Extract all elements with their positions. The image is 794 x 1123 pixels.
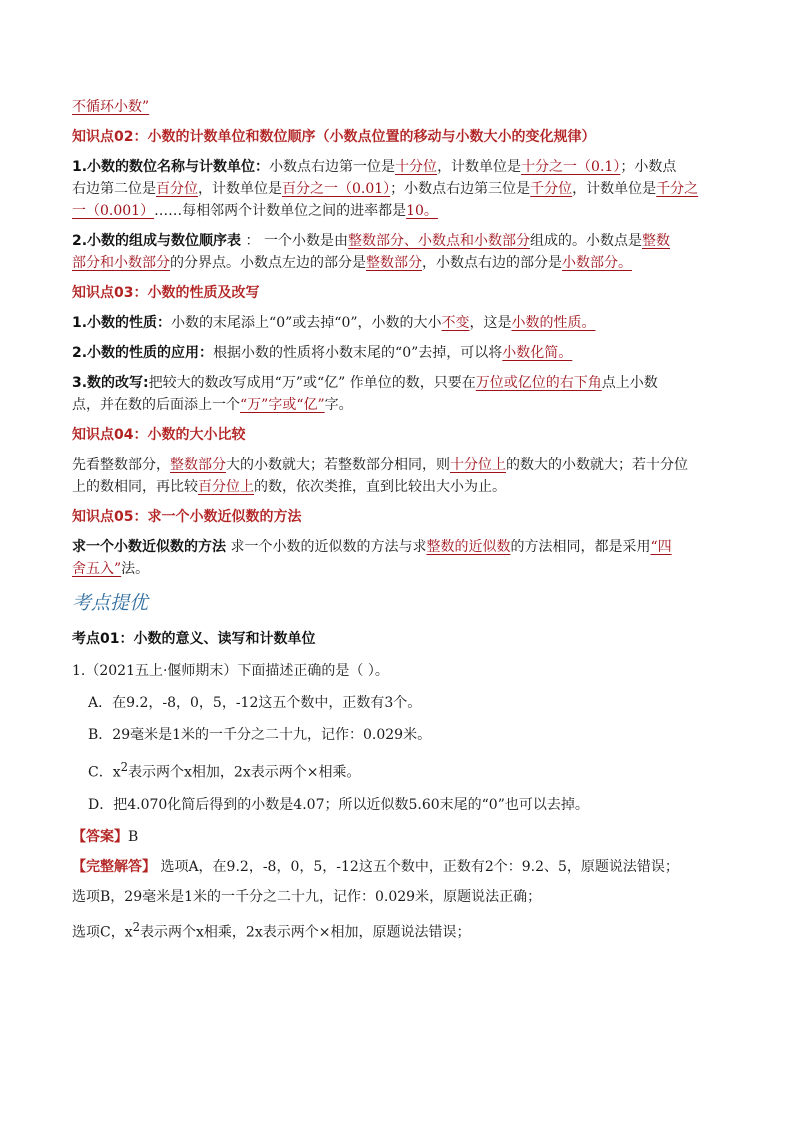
underlined-term: 整数的近似数 <box>426 539 511 555</box>
underlined-term: 小数化简。 <box>502 345 573 361</box>
text: ；小数点 <box>620 159 677 175</box>
underlined-term: 整数部分 <box>170 457 226 473</box>
underlined-term: 百分位上 <box>198 479 254 495</box>
text: 选项A，在9.2，-8，0，5，-12这五个数中，正数有2个：9.2、5，原题说法错误； <box>156 858 679 875</box>
option-a: A．在9.2，-8，0，5，-12这五个数中，正数有3个。 <box>88 695 422 711</box>
text: 字。 <box>324 397 353 413</box>
text: 把较大的数改写成用“万”或“亿” 作单位的数，只要在 <box>148 375 476 391</box>
text: ，计数单位是 <box>572 181 657 197</box>
superscript: 2 <box>120 760 129 774</box>
text: 点，并在数的后面添上一个 <box>72 397 240 413</box>
underlined-term: 部分和小数部分 <box>72 255 170 271</box>
text: 法。 <box>121 561 150 577</box>
paragraph-heading: 求一个小数近似数的方法 <box>72 539 226 555</box>
paragraph-heading: 2.小数的性质的应用： <box>72 345 214 361</box>
exam-point-01-title: 考点01：小数的意义、读写和计数单位 <box>72 631 316 647</box>
underlined-term: 一（0.001） <box>72 203 155 219</box>
text: 大的小数就大；若整数部分相同，则 <box>226 457 450 473</box>
knowledge-point-02-title: 知识点02：小数的计数单位和数位顺序（小数点位置的移动与小数大小的变化规律） <box>72 129 596 145</box>
text: 的数大的小数就大；若十分位 <box>506 457 688 473</box>
underlined-term: 千分位 <box>530 181 573 197</box>
underlined-term: 不循环小数” <box>72 99 150 115</box>
underlined-term: “万”字或“亿” <box>240 397 325 413</box>
underlined-term: 整数 <box>641 233 670 249</box>
underlined-term: 万位或亿位的右下角 <box>475 375 602 391</box>
text: 的数，依次类推，直到比较出大小为止。 <box>254 479 506 495</box>
underlined-term: 10。 <box>406 203 438 219</box>
underlined-term: 十分位 <box>395 159 438 175</box>
underlined-term: 整数部分、小数点和小数部分 <box>347 233 530 249</box>
text: 表示两个x相乘，2x表示两个×相加，原题说法错误； <box>140 924 471 941</box>
option-b: B．29毫米是1米的一千分之二十九，记作：0.029米。 <box>88 727 432 743</box>
solution-line-3 <box>72 916 726 944</box>
solution-line-1 <box>72 856 726 878</box>
text: 求一个小数的近似数的方法与求 <box>226 539 427 555</box>
document-page <box>72 96 726 951</box>
text: ……每相邻两个计数单位之间的进率都是 <box>154 203 407 219</box>
question-stem: 1.（2021五上·偃师期末）下面描述正确的是（ ）。 <box>72 663 389 679</box>
text: C．x <box>88 764 121 781</box>
text: 上的数相同，再比较 <box>72 479 198 495</box>
paragraph-number-rewriting <box>72 372 726 416</box>
underlined-term: 小数部分。 <box>562 255 632 271</box>
option-d: D．把4.070化简后得到的小数是4.07；所以近似数5.60末尾的“0”也可以去掉。 <box>88 796 589 813</box>
underlined-term: 整数部分 <box>366 255 422 271</box>
text: 右边第二位是 <box>72 181 156 197</box>
paragraph-property-application <box>72 342 726 364</box>
underlined-term: 十分位上 <box>450 457 506 473</box>
answer-line <box>72 826 726 848</box>
paragraph-heading: 1.小数的性质： <box>72 315 172 331</box>
knowledge-point-05-title: 知识点05：求一个小数近似数的方法 <box>72 509 302 525</box>
text: ，计数单位是 <box>437 159 522 175</box>
underlined-term: 百分之一（0.01） <box>282 181 391 197</box>
underlined-term: 舍五入” <box>72 561 122 577</box>
paragraph-decimal-comparison <box>72 454 726 498</box>
underlined-term: 十分之一（0.1） <box>521 159 621 175</box>
text: ，小数点右边的部分是 <box>422 255 562 271</box>
text: 的分界点。小数点左边的部分是 <box>170 255 366 271</box>
section-banner-kaodian: 考点提优 <box>72 592 149 614</box>
answer-value: B <box>128 828 139 845</box>
underlined-term: “四 <box>650 539 672 555</box>
option-c <box>72 756 726 784</box>
text: 组成的。小数点是 <box>529 233 642 249</box>
text: 根据小数的性质将小数末尾的“0”去掉，可以将 <box>213 345 503 361</box>
text: 选项C，x <box>72 924 133 941</box>
underlined-term: 不变 <box>441 315 470 331</box>
paragraph-heading: 1.小数的数位名称与计数单位： <box>72 159 270 175</box>
text: 表示两个x相加，2x表示两个×相乘。 <box>128 764 361 781</box>
continuation-line <box>72 96 726 118</box>
superscript: 2 <box>132 919 141 934</box>
knowledge-point-03-title: 知识点03：小数的性质及改写 <box>72 285 260 301</box>
paragraph-heading: 3.数的改写: <box>72 375 149 391</box>
text: 先看整数部分， <box>72 457 170 473</box>
text: ，计数单位是 <box>198 181 282 197</box>
text: 小数的末尾添上“0”或去掉“0”，小数的大小 <box>171 315 442 331</box>
underlined-term: 百分位 <box>156 181 198 197</box>
solution-line-2: 选项B，29毫米是1米的一千分之二十九，记作：0.029米，原题说法正确； <box>72 888 542 905</box>
text: 小数点右边第一位是 <box>269 159 396 175</box>
paragraph-decimal-composition <box>72 230 726 274</box>
knowledge-point-04-title: 知识点04：小数的大小比较 <box>72 427 246 443</box>
text: 点上小数 <box>601 375 658 391</box>
paragraph-approximation-method <box>72 536 726 580</box>
text: ，这是 <box>469 315 512 331</box>
solution-label: 【完整解答】 <box>72 858 156 875</box>
text: ；小数点右边第三位是 <box>390 181 531 197</box>
underlined-term: 千分之 <box>656 181 699 197</box>
paragraph-decimal-property <box>72 312 726 334</box>
answer-label: 【答案】 <box>72 828 128 845</box>
paragraph-heading: 2.小数的组成与数位顺序表 <box>72 233 242 249</box>
text: ： 一个小数是由 <box>241 233 348 249</box>
underlined-term: 小数的性质。 <box>511 315 596 331</box>
paragraph-decimal-place-names <box>72 156 726 222</box>
text: 的方法相同，都是采用 <box>510 539 651 555</box>
